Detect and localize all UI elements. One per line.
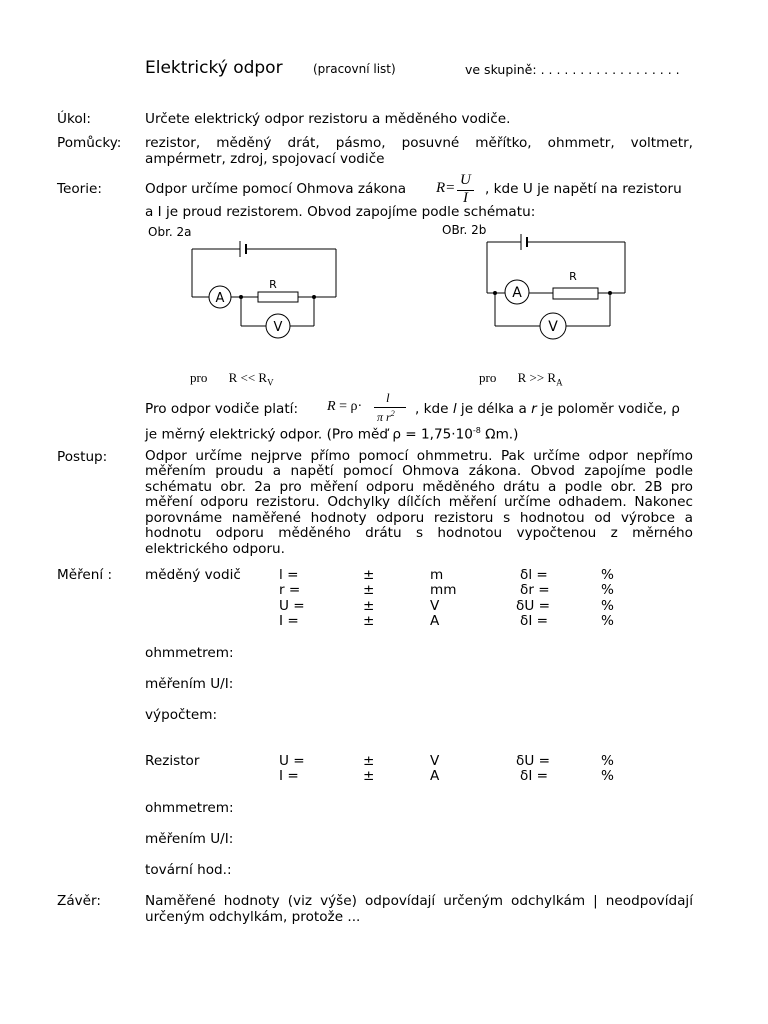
ohm-formula-denominator: I [463, 190, 468, 206]
zaver-line-1: Naměřené hodnoty (viz výše) odpovídají určeným odchylkám | neodpovídají [145, 893, 693, 909]
postup-line-3: schématu obr. 2a pro měření odporu měděného drátu a podle obr. 2B pro [145, 479, 693, 495]
section-label-postup: Postup: [57, 449, 108, 465]
condition-2b [479, 370, 563, 388]
section-label-ukol: Úkol: [57, 111, 92, 127]
postup-line-1: Odpor určíme nejprve přímo pomocí ohmmetru. Pak určíme odpor nepřímo [145, 448, 693, 464]
wire-text-post-3: je poloměr vodiče, ρ [536, 401, 680, 417]
fig-2b-label: OBr. 2b [442, 223, 487, 237]
copper-dq-i: δI = [520, 613, 549, 629]
copper-pm-l: ± [363, 567, 375, 583]
resistor-pct-i: % [601, 768, 614, 784]
wire-text-2 [145, 426, 518, 443]
copper-pct-i: % [601, 613, 614, 629]
copper-q-i: I = [279, 613, 299, 629]
fig-2a-label: Obr. 2a [148, 225, 192, 239]
wire-formula-den-text: π r [377, 410, 391, 424]
wire-text-2-exp: -8 [472, 426, 481, 435]
ukol-text: Určete elektrický odpor rezistoru a měděného vodiče. [145, 111, 511, 127]
copper-pct-r: % [601, 582, 614, 598]
teorie-text-2: a I je proud rezistorem. Obvod zapojíme podle schématu: [145, 204, 536, 220]
copper-pm-r: ± [363, 582, 375, 598]
voltmeter-2b-symbol: V [548, 319, 558, 335]
copper-dq-l: δl = [520, 567, 548, 583]
wire-formula-lhs: R = ρ· [327, 399, 363, 414]
wire-formula-exp: 2 [390, 409, 395, 418]
resistor-pct-u: % [601, 753, 614, 769]
voltmeter-2a-symbol: V [273, 320, 283, 335]
page-title: Elektrický odpor [145, 58, 283, 78]
copper-pm-u: ± [363, 598, 375, 614]
resistor-dq-i: δI = [520, 768, 549, 784]
resistor-result-factory: tovární hod.: [145, 862, 232, 878]
wire-formula-fraction-bar [374, 407, 406, 408]
copper-unit-u: V [430, 598, 440, 614]
copper-dq-u: δU = [516, 598, 550, 614]
copper-label: měděný vodič [145, 567, 241, 583]
postup-line-6: hodnotu odporu měděného drátu s hodnotou vypočtenou z měrného [145, 525, 693, 541]
condition-2b-expr: R >> R [517, 370, 557, 385]
copper-result-ohmmetr: ohmmetrem: [145, 645, 234, 661]
section-label-mereni: Měření : [57, 567, 113, 583]
postup-line-4: měření odporu rezistoru. Odchylky dílčích měření určíme odhadem. Nakonec [145, 494, 693, 510]
ohm-formula-numerator: U [460, 172, 471, 188]
wire-symbol-l: l [452, 401, 457, 417]
postup-line-5: porovnáme naměřené hodnoty odporu rezistoru s hodnotou od výrobce a [145, 510, 693, 526]
resistor-label: Rezistor [145, 753, 200, 769]
group-label: ve skupině: [465, 62, 537, 77]
resistor-q-u: U = [279, 753, 305, 769]
wire-symbol-r: r [531, 401, 537, 417]
resistor-2b-label: R [569, 270, 577, 283]
copper-unit-l: m [430, 567, 444, 583]
copper-pct-l: % [601, 567, 614, 583]
copper-dq-r: δr = [520, 582, 550, 598]
wire-text-2-pre: je měrný elektrický odpor. (Pro měď ρ = 1,75·10 [145, 426, 473, 443]
copper-result-ui: měřením U/I: [145, 676, 234, 692]
condition-2a-pro: pro [190, 370, 208, 385]
teorie-text-1: Odpor určíme pomocí Ohmova zákona [145, 181, 407, 197]
condition-2b-pro: pro [479, 370, 497, 385]
resistor-2b [553, 288, 598, 299]
pomucky-line-1: rezistor, měděný drát, pásmo, posuvné měřítko, ohmmetr, voltmetr, [145, 135, 693, 151]
wire-text-post-2: je délka a [456, 401, 532, 417]
ammeter-2a-symbol: A [215, 291, 225, 306]
wire-formula-denominator [377, 409, 395, 425]
copper-q-r: r = [279, 582, 301, 598]
resistor-2a [258, 292, 298, 302]
wire-text-post [415, 401, 680, 417]
section-label-teorie: Teorie: [57, 181, 102, 197]
resistor-unit-i: A [430, 768, 440, 784]
page-subtitle: (pracovní list) [313, 62, 396, 76]
copper-unit-r: mm [430, 582, 457, 598]
wire-text-pre: Pro odpor vodiče platí: [145, 401, 299, 417]
group-dots: . . . . . . . . . . . . . . . . . . [540, 62, 680, 77]
resistor-pm-u: ± [363, 753, 375, 769]
zaver-line-2: určeným odchylkám, protože ... [145, 909, 361, 925]
section-label-pomucky: Pomůcky: [57, 135, 122, 151]
resistor-result-ohmmetr: ohmmetrem: [145, 800, 234, 816]
condition-2a-sub: V [267, 377, 274, 388]
wire-text-post-1: , kde [415, 401, 453, 417]
resistor-pm-i: ± [363, 768, 375, 784]
section-label-zaver: Závěr: [57, 893, 101, 909]
pomucky-line-2: ampérmetr, zdroj, spojovací vodiče [145, 151, 385, 167]
resistor-result-ui: měřením U/I: [145, 831, 234, 847]
ammeter-2b-symbol: A [512, 285, 522, 301]
resistor-q-i: I = [279, 768, 299, 784]
resistor-unit-u: V [430, 753, 440, 769]
condition-2b-sub: A [556, 377, 563, 388]
copper-result-vypocet: výpočtem: [145, 707, 218, 723]
copper-q-u: U = [279, 598, 305, 614]
copper-pm-i: ± [363, 613, 375, 629]
copper-pct-u: % [601, 598, 614, 614]
teorie-text-1b: , kde U je napětí na rezistoru [485, 181, 682, 197]
copper-unit-i: A [430, 613, 440, 629]
resistor-dq-u: δU = [516, 753, 550, 769]
condition-2a [190, 370, 274, 388]
copper-q-l: l = [279, 567, 299, 583]
condition-2a-expr: R << R [228, 370, 268, 385]
postup-line-2: měřením proudu a napětí pomocí Ohmova zákona. Obvod zapojíme podle [145, 463, 693, 479]
resistor-2a-label: R [269, 278, 277, 291]
wire-formula-numerator: l [386, 390, 390, 405]
ohm-formula-lhs: R= [436, 180, 456, 196]
wire-text-2-post: Ωm.) [480, 426, 519, 443]
postup-line-7: elektrického odporu. [145, 541, 285, 557]
